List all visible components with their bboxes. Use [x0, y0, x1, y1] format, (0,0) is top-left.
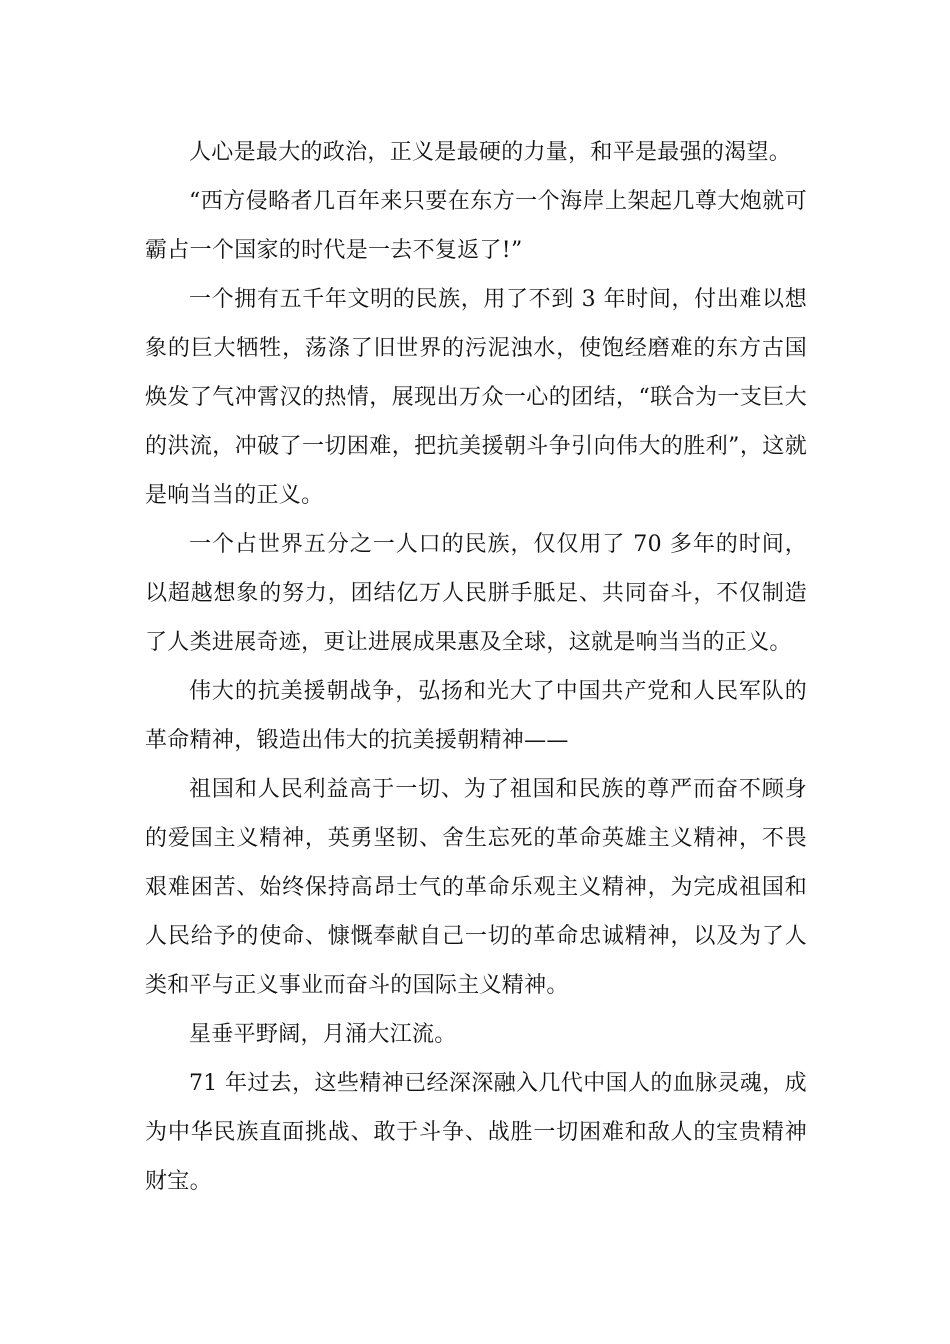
- paragraph-6: 祖国和人民利益高于一切、为了祖国和民族的尊严而奋不顾身的爱国主义精神，英勇坚韧、舍生忘死的革命英雄主义精神，不畏艰难困苦、始终保持高昂士气的革命乐观主义精神，为完成祖国和人民给予的使命、慷慨奉献自己一切的革命忠诚精神，以及为了人类和平与正义事业而奋斗的国际主义精神。: [145, 777, 807, 998]
- document-body: [145, 128, 807, 1206]
- paragraph-4: 一个占世界五分之一人口的民族，仅仅用了 70 多年的时间，以超越想象的努力，团结亿万人民胼手胝足、共同奋斗，不仅制造了人类进展奇迹，更让进展成果惠及全球，这就是响当当的正义。: [145, 532, 807, 655]
- paragraph-3: 一个拥有五千年文明的民族，用了不到 3 年时间，付出难以想象的巨大牺牲，荡涤了旧世界的污泥浊水，使饱经磨难的东方古国焕发了气冲霄汉的热情，展现出万众一心的团结，“联合为一支巨大的洪流，冲破了一切困难，把抗美援朝斗争引向伟大的胜利”，这就是响当当的正义。: [145, 287, 807, 508]
- paragraph-8: 71 年过去，这些精神已经深深融入几代中国人的血脉灵魂，成为中华民族直面挑战、敢于斗争、战胜一切困难和敌人的宝贵精神财宝。: [145, 1071, 807, 1194]
- paragraph-2: “西方侵略者几百年来只要在东方一个海岸上架起几尊大炮就可霸占一个国家的时代是一去不复返了!”: [145, 189, 807, 263]
- paragraph-1: 人心是最大的政治，正义是最硬的力量，和平是最强的渴望。: [189, 140, 792, 165]
- paragraph-5: 伟大的抗美援朝战争，弘扬和光大了中国共产党和人民军队的革命精神，锻造出伟大的抗美援朝精神——: [145, 679, 807, 753]
- paragraph-7: 星垂平野阔，月涌大江流。: [189, 1022, 457, 1047]
